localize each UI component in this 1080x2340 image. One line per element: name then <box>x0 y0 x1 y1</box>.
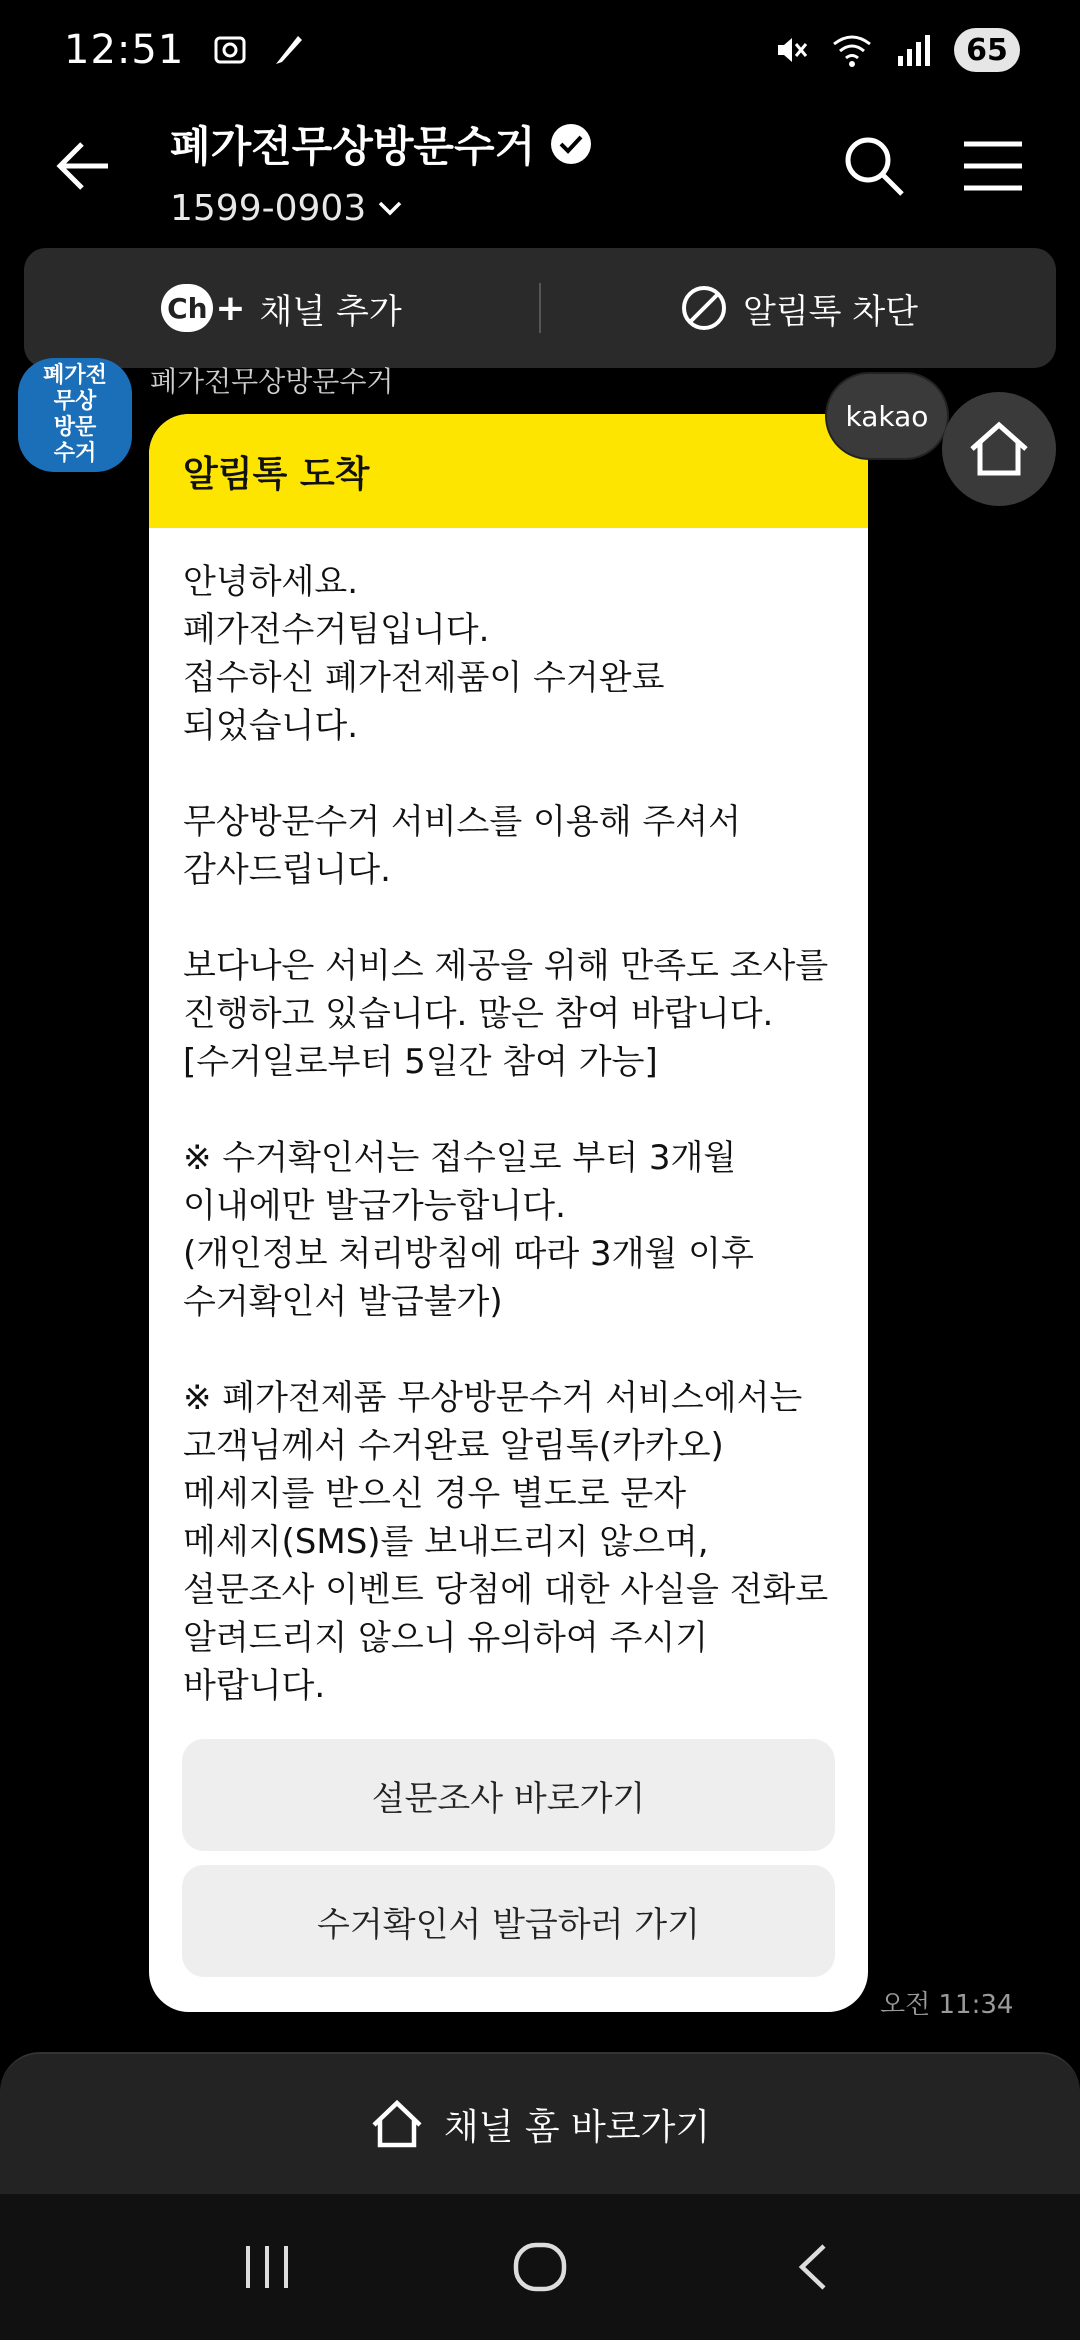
channel-name: 폐가전무상방문수거 <box>170 122 536 171</box>
avatar-text-3: 방문 <box>53 415 97 440</box>
channel-action-bar <box>24 248 1056 368</box>
signal-icon <box>894 30 934 70</box>
system-nav-bar <box>0 2194 1080 2340</box>
channel-title-block[interactable] <box>170 114 593 229</box>
plus-icon: + <box>215 287 246 329</box>
back-chevron-icon <box>788 2240 838 2294</box>
message-body: 안녕하세요. 폐가전수거팀입니다. 접수하신 폐가전제품이 수거완료 되었습니다. 무상방문수거 서비스를 이용해 주셔서 감사드립니다. 보다나은 서비스 제공을 위해 만족도 조사를 진행하고 있습니다. 많은 참여 바랍니다. [수거일로부터 5일간 참여 가능] ※ 수거확인서는 접수일로 부터 3개월 이내에만 발급가능합니다. (개인정보 처리방침에 따라 3개월 이후 수거확인서 발급불가) ※ 폐가전제품 무상방문수거 서비스에서는 고객님께서 수거완료 알림톡(카카오) 메세지를 받으신 경우 별도로 문자 메세지(SMS)를 보내드리지 않으며, 설문조사 이벤트 당첨에 대한 사실을 전화로 알려드리지 않으니 유의하여 주시기 바랍니다. <box>183 562 829 1706</box>
back-arrow-icon[interactable] <box>48 130 120 202</box>
recent-apps-icon <box>240 2240 294 2294</box>
avatar-text-4: 수거 <box>53 441 97 466</box>
back-nav-button[interactable] <box>763 2227 863 2307</box>
home-nav-button[interactable] <box>490 2227 590 2307</box>
home-floating-button[interactable] <box>942 392 1056 506</box>
status-bar <box>0 0 1080 100</box>
message-timestamp: 오전 11:34 <box>880 1990 1014 2020</box>
wifi-icon <box>830 30 874 70</box>
recent-apps-button[interactable] <box>217 2227 317 2307</box>
home-circle-icon <box>512 2239 568 2295</box>
status-system-icons <box>770 28 1020 72</box>
status-time: 12:51 <box>64 27 185 73</box>
channel-home-bar[interactable] <box>0 2052 1080 2194</box>
chevron-down-icon <box>374 193 406 225</box>
home-icon <box>370 2099 424 2149</box>
message-buttons <box>182 1739 835 1991</box>
kakao-badge: kakao <box>825 372 949 460</box>
search-icon[interactable] <box>840 132 910 202</box>
certificate-button[interactable]: 수거확인서 발급하러 가기 <box>182 1865 835 1977</box>
add-channel-label: 채널 추가 <box>259 291 402 332</box>
survey-button[interactable]: 설문조사 바로가기 <box>182 1739 835 1851</box>
feather-icon <box>268 30 308 70</box>
mute-icon <box>770 30 810 70</box>
sender-name: 폐가전무상방문수거 <box>150 365 394 398</box>
message-header: 알림톡 도착 <box>149 414 868 528</box>
channel-add-icon: Ch <box>161 284 213 332</box>
screenshot-icon <box>210 30 250 70</box>
avatar-text-2: 무상 <box>53 389 97 414</box>
avatar-text-1: 폐가전 <box>43 363 107 388</box>
verified-badge-icon <box>549 122 593 166</box>
channel-phone: 1599-0903 <box>170 188 367 229</box>
add-channel-button[interactable] <box>24 248 539 368</box>
alimtalk-message-bubble <box>149 414 868 2012</box>
block-alimtalk-button[interactable] <box>541 248 1056 368</box>
channel-home-label: 채널 홈 바로가기 <box>443 2106 711 2148</box>
home-icon <box>966 419 1032 479</box>
block-alimtalk-label: 알림톡 차단 <box>742 291 919 332</box>
battery-indicator: 65 <box>954 28 1020 72</box>
phone-row[interactable] <box>170 188 593 229</box>
block-icon <box>679 283 729 333</box>
avatar[interactable] <box>18 358 132 472</box>
status-notification-icons <box>210 30 308 70</box>
channel-title <box>170 114 593 174</box>
hamburger-menu-icon[interactable] <box>960 136 1026 196</box>
chat-header <box>0 100 1080 250</box>
